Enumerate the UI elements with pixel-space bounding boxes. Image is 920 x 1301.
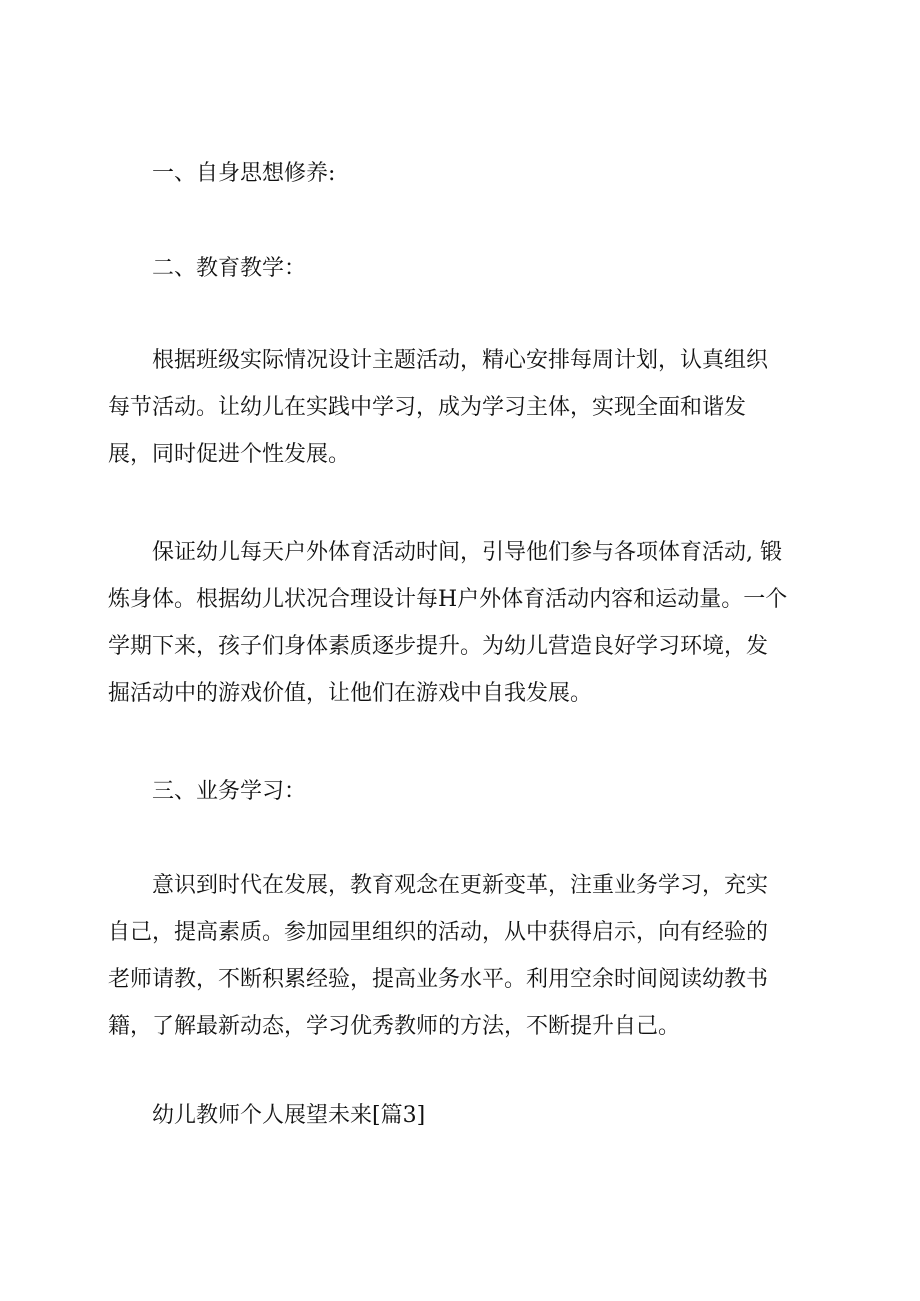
section-title: 幼儿教师个人展望未来[篇3] (152, 1103, 426, 1128)
paragraph-professional-learning (108, 862, 808, 1050)
heading-education-teaching: 二、教育教学： (152, 256, 307, 281)
paragraph-theme-activities (108, 337, 808, 478)
paragraph-line: 根据班级实际情况设计主题活动，精心安排每周计划，认真组织 (152, 348, 769, 373)
heading-self-cultivation: 一、自身思想修养: (152, 161, 336, 186)
paragraph-line: 每节活动。让幼儿在实践中学习，成为学习主体，实现全面和谐发 (108, 395, 747, 420)
paragraph-line: 展，同时促进个性发展。 (108, 442, 351, 467)
paragraph-line: 保证幼儿每天户外体育活动时间，引导他们参与各项体育活动, 锻 (152, 540, 782, 565)
heading-professional-learning: 三、业务学习： (152, 779, 307, 804)
paragraph-line: 籍，了解最新动态，学习优秀教师的方法，不断提升自己。 (108, 1014, 681, 1039)
paragraph-line: 学期下来，孩子们身体素质逐步提升。为幼儿营造良好学习环境，发 (108, 634, 769, 659)
paragraph-outdoor-activities (108, 529, 808, 717)
paragraph-line: 意识到时代在发展，教育观念在更新变革，注重业务学习，充实 (152, 873, 769, 898)
paragraph-line: 掘活动中的游戏价值，让他们在游戏中自我发展。 (108, 681, 593, 706)
paragraph-line: 自己，提高素质。参加园里组织的活动，从中获得启示，向有经验的 (108, 920, 769, 945)
paragraph-line: 老师请教，不断积累经验，提高业务水平。利用空余时间阅读幼教书 (108, 967, 769, 992)
paragraph-line: 炼身体。根据幼儿状况合理设计每H户外体育活动内容和运动量。一个 (108, 587, 788, 612)
